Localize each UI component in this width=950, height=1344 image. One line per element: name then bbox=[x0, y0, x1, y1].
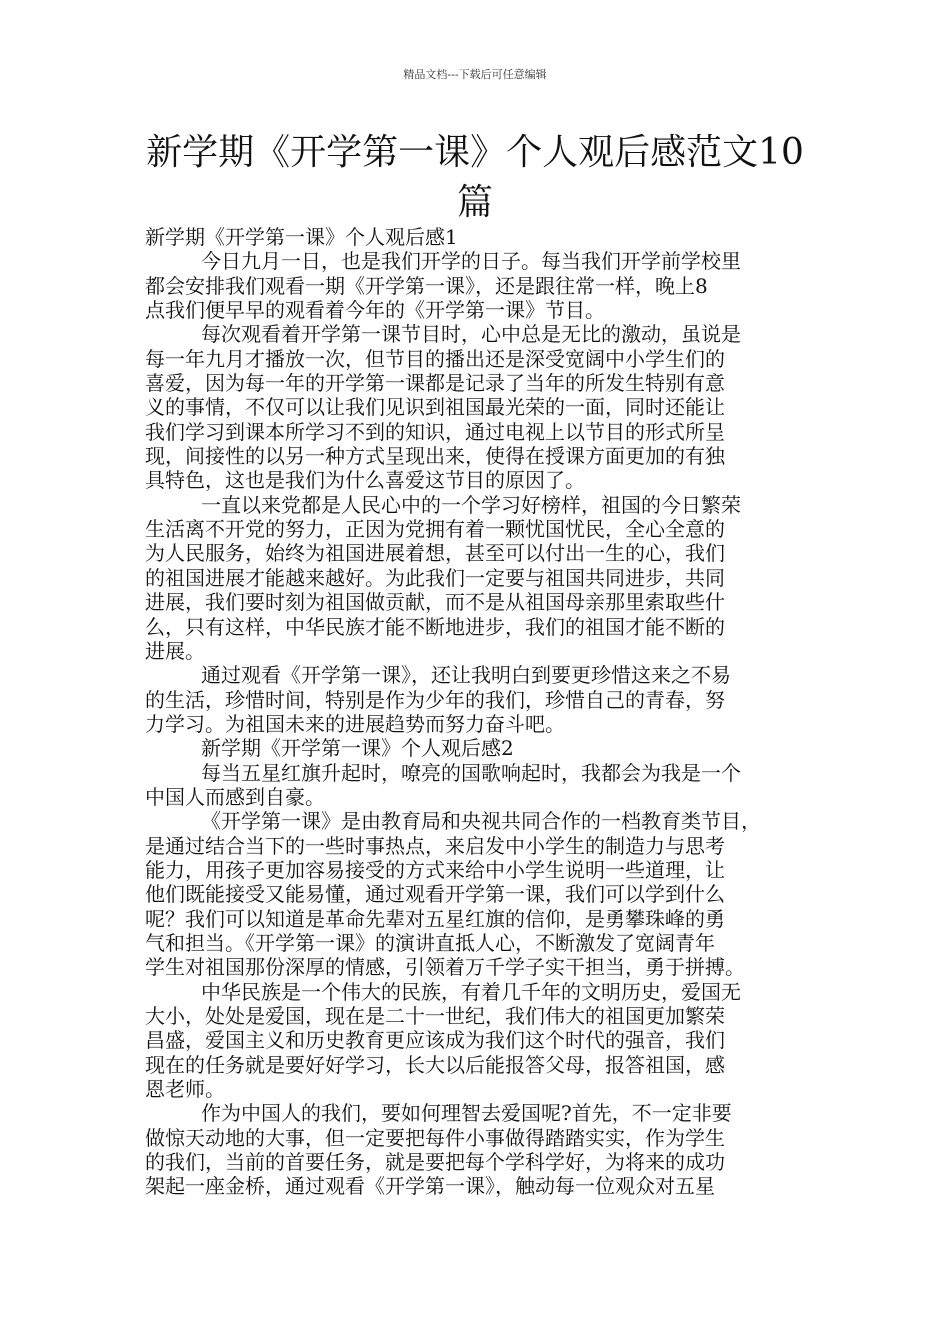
text-line: 《开学第一课》是由教育局和央视共同合作的一档教育类节目， bbox=[201, 809, 761, 834]
text-line: 的我们，当前的首要任务，就是要把每个学科学好，为将来的成功 bbox=[145, 1150, 725, 1175]
text-line: 为人民服务，始终为祖国进展着想，甚至可以付出一生的心，我们 bbox=[145, 541, 725, 566]
text-line: 每一年九月才播放一次，但节目的播出还是深受宽阔中小学生们的 bbox=[145, 346, 725, 371]
text-line: 点我们便早早的观看着今年的《开学第一课》节目。 bbox=[145, 298, 605, 323]
document-title bbox=[140, 128, 810, 228]
text-line: 气和担当。《开学第一课》的演讲直抵人心，不断激发了宽阔青年 bbox=[145, 930, 715, 955]
text-line: 具特色，这也是我们为什么喜爱这节目的原因了。 bbox=[145, 468, 585, 493]
text-line: 做惊天动地的大事，但一定要把每件小事做得踏踏实实，作为学生 bbox=[145, 1125, 725, 1150]
text-line: 都会安排我们观看一期《开学第一课》，还是跟往常一样，晚上8 bbox=[145, 273, 708, 298]
text-line: 通过观看《开学第一课》，还让我明白到要更珍惜这来之不易 bbox=[201, 663, 731, 688]
text-line: 学生对祖国那份深厚的情感，引领着万千学子实干担当，勇于拼搏。 bbox=[145, 955, 745, 980]
text-line: 作为中国人的我们，要如何理智去爱国呢?首先，不一定非要 bbox=[201, 1101, 732, 1126]
text-line: 新学期《开学第一课》个人观后感1 bbox=[145, 225, 458, 249]
text-line: 他们既能接受又能易懂，通过观看开学第一课，我们可以学到什么 bbox=[145, 882, 725, 907]
text-line: 喜爱，因为每一年的开学第一课都是记录了当年的所发生特别有意 bbox=[145, 371, 725, 396]
document-title-line-1: 新学期《开学第一课》个人观后感范文10 bbox=[146, 132, 804, 173]
text-line: 的生活，珍惜时间，特别是作为少年的我们，珍惜自己的青春，努 bbox=[145, 687, 725, 712]
text-line: 一直以来党都是人民心中的一个学习好榜样，祖国的今日繁荣 bbox=[201, 492, 741, 517]
text-line: 现在的任务就是要好好学习，长大以后能报答父母，报答祖国，感 bbox=[145, 1052, 725, 1077]
text-line: 昌盛，爱国主义和历史教育更应该成为我们这个时代的强音，我们 bbox=[145, 1028, 725, 1053]
text-line: 架起一座金桥，通过观看《开学第一课》，触动每一位观众对五星 bbox=[145, 1174, 715, 1199]
text-line: 是通过结合当下的一些时事热点，来启发中小学生的制造力与思考 bbox=[145, 833, 725, 858]
text-line: 么，只有这样，中华民族才能不断地进步，我们的祖国才能不断的 bbox=[145, 614, 725, 639]
text-line: 每当五星红旗升起时，嘹亮的国歌响起时，我都会为我是一个 bbox=[201, 760, 741, 785]
page-header-note: 精品文档---下载后可任意编辑 bbox=[403, 68, 547, 81]
document-body bbox=[145, 225, 809, 1199]
text-line: 力学习。为祖国未来的进展趋势而努力奋斗吧。 bbox=[145, 711, 565, 736]
text-line: 呢？我们可以知道是革命先辈对五星红旗的信仰，是勇攀珠峰的勇 bbox=[145, 906, 725, 931]
text-line: 进展，我们要时刻为祖国做贡献，而不是从祖国母亲那里索取些什 bbox=[145, 590, 725, 615]
text-line: 大小，处处是爱国，现在是二十一世纪，我们伟大的祖国更加繁荣 bbox=[145, 1004, 725, 1028]
text-line: 进展。 bbox=[145, 638, 205, 663]
text-line: 恩老师。 bbox=[145, 1077, 225, 1102]
text-line: 中国人而感到自豪。 bbox=[145, 784, 325, 809]
text-line: 今日九月一日，也是我们开学的日子。每当我们开学前学校里 bbox=[201, 249, 741, 274]
text-line: 中华民族是一个伟大的民族，有着几千年的文明历史，爱国无 bbox=[201, 979, 741, 1004]
text-line: 能力，用孩子更加容易接受的方式来给中小学生说明一些道理，让 bbox=[145, 857, 725, 882]
text-line: 义的事情，不仅可以让我们见识到祖国最光荣的一面，同时还能让 bbox=[145, 395, 725, 420]
text-line: 新学期《开学第一课》个人观后感2 bbox=[201, 736, 514, 761]
text-line: 现，间接性的以另一种方式呈现出来，使得在授课方面更加的有独 bbox=[145, 444, 725, 469]
text-line: 生活离不开党的努力，正因为党拥有着一颗忧国忧民，全心全意的 bbox=[145, 517, 725, 542]
document-title-line-2: 篇 bbox=[456, 182, 493, 223]
text-line: 每次观看着开学第一课节目时，心中总是无比的激动，虽说是 bbox=[201, 322, 741, 347]
text-line: 的祖国进展才能越来越好。为此我们一定要与祖国共同进步，共同 bbox=[145, 565, 725, 590]
text-line: 我们学习到课本所学习不到的知识，通过电视上以节目的形式所呈 bbox=[145, 419, 725, 444]
